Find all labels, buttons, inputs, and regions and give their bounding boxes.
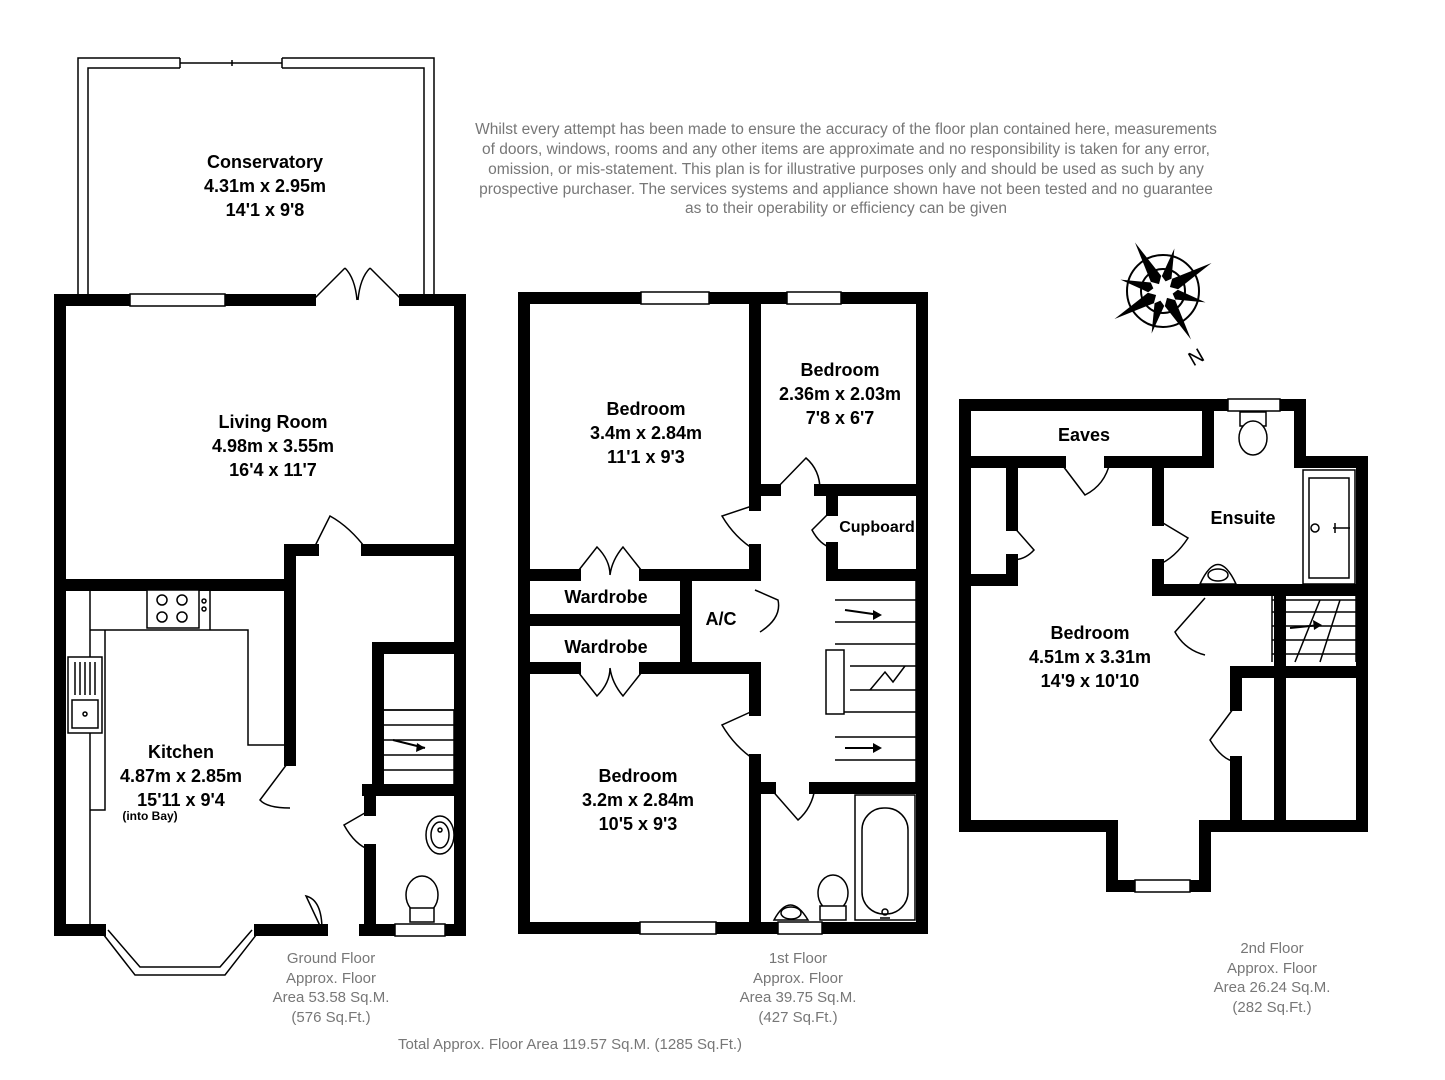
room-imperial: 16'4 x 11'7 <box>229 460 317 480</box>
bedroom-window-2nd <box>1135 880 1190 892</box>
small-bedroom-window <box>787 292 841 304</box>
compass-north-label: N <box>1184 344 1209 372</box>
room-metric: 2.36m x 2.03m <box>778 384 902 404</box>
wardrobe-label: Wardrobe <box>564 637 648 657</box>
wardrobe-label: Wardrobe <box>564 587 648 607</box>
ensuite-window <box>1228 399 1280 411</box>
french-doors <box>313 268 402 300</box>
rear-bedroom-window <box>640 922 716 934</box>
room-name: Bedroom <box>598 766 678 786</box>
living-room-label <box>212 412 334 480</box>
kitchen-sink-icon <box>68 657 102 733</box>
room-name: Bedroom <box>606 399 686 419</box>
caption-line: Ground Floor <box>286 950 376 967</box>
stairs-first-floor <box>826 578 916 785</box>
bathroom-window <box>778 922 822 934</box>
room-imperial: 11'1 x 9'3 <box>607 447 685 467</box>
wc-window <box>395 924 445 936</box>
disclaimer-line: prospective purchaser. The services systems and appliance shown have not been tested and no guarantee <box>479 181 1213 198</box>
room-imperial: 7'8 x 6'7 <box>805 408 875 428</box>
ground-floor-walls <box>60 300 460 930</box>
disclaimer-line: of doors, windows, rooms and any other items are approximate and no responsibility is taken for any error, <box>481 141 1211 158</box>
wc-basin-icon <box>426 816 454 854</box>
bathroom-toilet-icon <box>818 875 848 920</box>
cupboard-label: Cupboard <box>839 519 915 536</box>
ensuite-label: Ensuite <box>1210 508 1276 528</box>
caption-line: Area 39.75 Sq.M. <box>739 989 857 1006</box>
disclaimer-line: omission, or mis-statement. This plan is for illustrative purposes only and should be used as such by any <box>488 161 1204 178</box>
caption-line: 1st Floor <box>768 950 828 967</box>
room-metric: 4.98m x 3.55m <box>211 436 335 456</box>
disclaimer-line: Whilst every attempt has been made to ensure the accuracy of the floor plan contained here, measurements <box>475 121 1217 138</box>
wc-toilet-icon <box>406 876 438 922</box>
second-floor-caption <box>1214 940 1331 1016</box>
eaves-label: Eaves <box>1057 425 1111 445</box>
ensuite-basin-icon <box>1200 565 1236 585</box>
room-imperial: 14'1 x 9'8 <box>225 200 305 220</box>
room-metric: 4.31m x 2.95m <box>203 176 327 196</box>
second-floor-plan <box>965 399 1362 892</box>
shower-icon <box>1303 470 1355 584</box>
room-metric: 4.87m x 2.85m <box>119 766 243 786</box>
bay-window <box>100 930 260 975</box>
bathroom-basin-icon <box>774 905 808 920</box>
kitchen-label <box>120 742 242 823</box>
caption-line: (576 Sq.Ft.) <box>291 1009 371 1026</box>
ensuite-toilet-icon <box>1239 412 1267 455</box>
caption-line: (282 Sq.Ft.) <box>1232 999 1312 1016</box>
room-note: (into Bay) <box>122 809 178 823</box>
room-imperial: 15'11 x 9'4 <box>137 790 225 810</box>
rear-bedroom-label <box>582 766 694 834</box>
room-metric: 3.2m x 2.84m <box>581 790 695 810</box>
total-floor-area: Total Approx. Floor Area 119.57 Sq.M. (1285 Sq.Ft.) <box>397 1036 743 1053</box>
living-window <box>130 294 225 306</box>
small-bedroom-label <box>779 360 901 428</box>
disclaimer-line: as to their operability or efficiency can be given <box>685 200 1007 217</box>
caption-line: Area 53.58 Sq.M. <box>272 989 390 1006</box>
room-name: Bedroom <box>1050 623 1130 643</box>
room-metric: 3.4m x 2.84m <box>589 423 703 443</box>
airing-cupboard-label: A/C <box>705 609 737 629</box>
first-floor-caption <box>740 950 857 1026</box>
caption-line: Approx. Floor <box>285 970 377 987</box>
second-floor-inner-walls <box>965 405 1362 826</box>
stairs-ground <box>384 710 454 785</box>
hob-icon <box>147 590 206 628</box>
room-name: Kitchen <box>147 742 215 762</box>
room-name: Living Room <box>218 412 328 432</box>
caption-line: Approx. Floor <box>1226 960 1318 977</box>
bath-icon <box>855 795 915 920</box>
room-imperial: 10'5 x 9'3 <box>598 814 678 834</box>
room-imperial: 14'9 x 10'10 <box>1040 671 1140 691</box>
room-name: Bedroom <box>800 360 880 380</box>
ground-floor-caption <box>273 950 390 1026</box>
second-floor-doors <box>1012 462 1236 762</box>
conservatory-label <box>204 152 326 220</box>
front-bedroom-window <box>641 292 709 304</box>
disclaimer <box>475 121 1217 217</box>
compass-rose-icon <box>1078 206 1248 376</box>
caption-line: Approx. Floor <box>752 970 844 987</box>
caption-line: Area 26.24 Sq.M. <box>1213 979 1331 996</box>
room-name: Conservatory <box>206 152 324 172</box>
caption-line: (427 Sq.Ft.) <box>758 1009 838 1026</box>
caption-line: 2nd Floor <box>1240 940 1304 957</box>
ground-doors <box>260 516 370 930</box>
front-bedroom-label <box>590 399 702 467</box>
second-floor-bedroom-label <box>1029 623 1151 691</box>
living-kitchen-wall <box>60 550 460 760</box>
room-metric: 4.51m x 3.31m <box>1028 647 1152 667</box>
